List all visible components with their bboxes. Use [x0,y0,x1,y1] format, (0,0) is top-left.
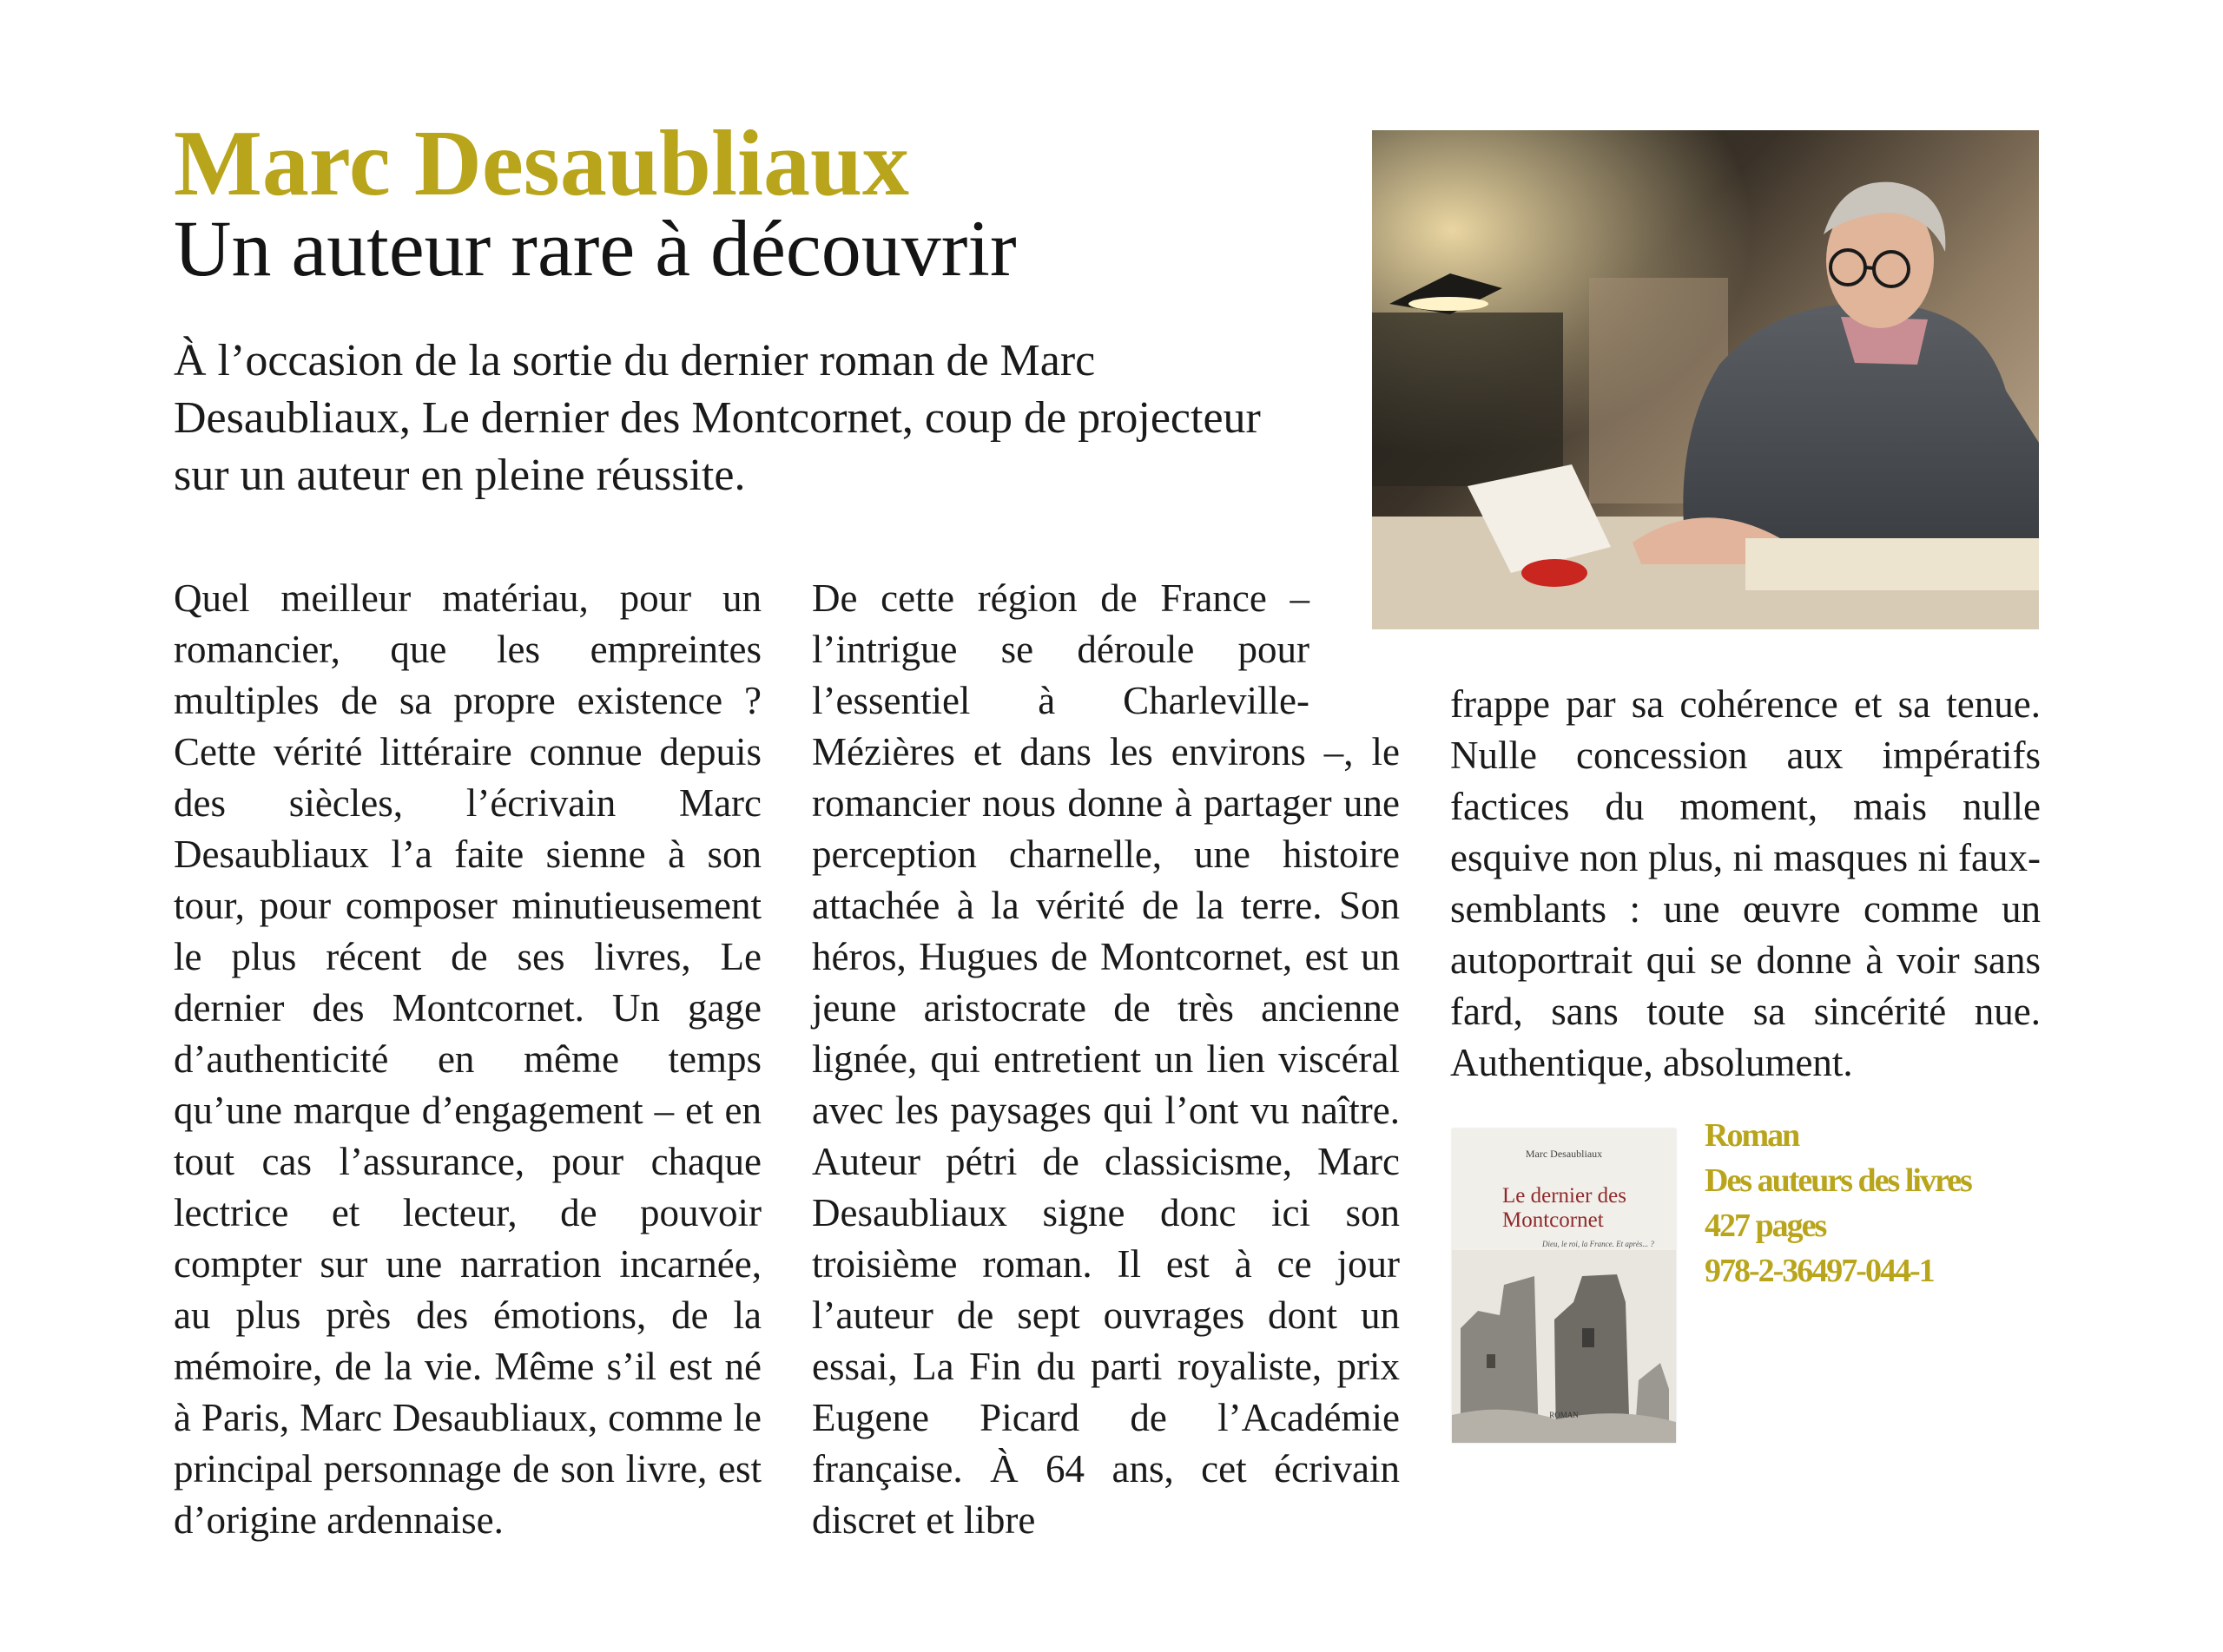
cover-genre: ROMAN [1549,1411,1579,1419]
photo-wrap-space [1309,573,1400,727]
article-title: Marc Desaubliaux [174,112,910,215]
cover-author: Marc Desaubliaux [1525,1148,1603,1160]
article-column-3: frappe par sa cohérence et sa tenue. Nulle concession aux impératifs factices du moment, mais nulle esquive non plus, ni masques ni faux-semblants : une œuvre comme un autoportrait qui se donne à voir sans fard, sans toute sa sincérité nue. Authentique, absolument. [1450,682,2041,1084]
cover-tagline: Dieu, le roi, la France. Et après... ? [1542,1240,1654,1248]
book-info [1705,1113,1971,1293]
cover-title: Le dernier des Montcornet [1502,1184,1626,1232]
book-isbn: 978-2-36497-044-1 [1705,1253,1934,1289]
book-cover [1452,1129,1676,1443]
book-publisher: Des auteurs des livres [1705,1162,1971,1199]
article-column-1: Quel meilleur matériau, pour un romancier, que les empreintes multiples de sa propre existence ? Cette vérité littéraire connue depuis des siècles, l’écrivain Marc Desaubliaux l’a faite sienne à son tour, pour composer minutieusement le plus récent de ses livres, Le dernier des Montcornet. Un gage d’authenticité en même temps qu’une marque d’engagement – et en tout cas l’assurance, pour chaque lectrice et lecteur, de pouvoir compter sur une narration incarnée, au plus près des émotions, de la mémoire, de la vie. Même s’il est né à Paris, Marc Desaubliaux, comme le principal personnage de son livre, est d’origine ardennaise. [174,576,762,1542]
book-pages: 427 pages [1705,1208,1826,1244]
article-subtitle: Un auteur rare à découvrir [174,204,1017,293]
author-photo [1372,130,2039,629]
book-genre: Roman [1705,1117,1799,1154]
article-column-2-text: De cette région de France – l’intrigue se déroule pour l’essentiel à Charleville-Mézières et dans les environs –, le romancier nous donne à partager une perception charnelle, une histoire attachée à la vérité de la terre. Son héros, Hugues de Montcornet, est un jeune aristocrate de très ancienne lignée, qui entretient un lien viscéral avec les paysages qui l’ont vu naître. Auteur pétri de classicisme, Marc Desaubliaux signe donc ici son troisième roman. Il est à ce jour l’auteur de sept ouvrages dont un essai, La Fin du parti royaliste, prix Eugene Picard de l’Académie française. À 64 ans, cet écrivain discret et libre [812,576,1400,1542]
article-column-2 [812,573,1400,1546]
article-lead: À l’occasion de la sortie du dernier roman de Marc Desaubliaux, Le dernier des Montcornet, coup de projecteur sur un auteur en pleine réussite. [174,336,1261,500]
